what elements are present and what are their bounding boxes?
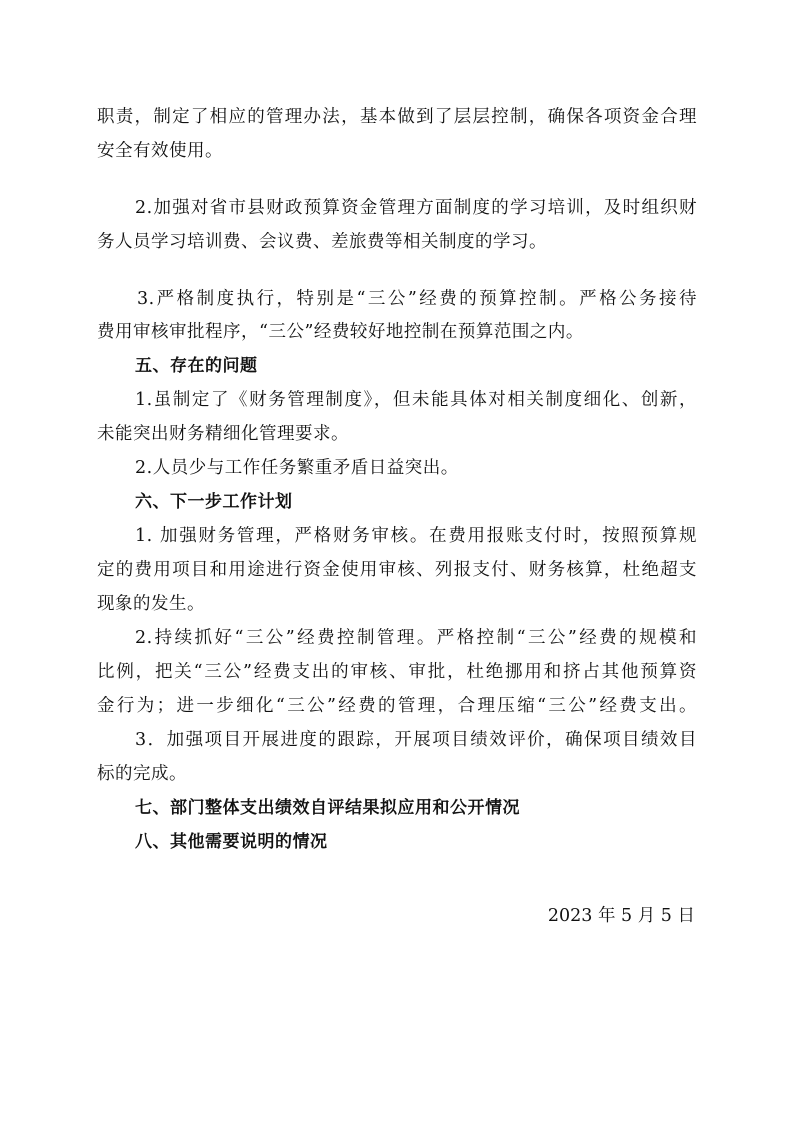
paragraph-line: 3.严格制度执行，特别是“三公”经费的预算控制。严格公务接待 [137, 289, 697, 309]
section-heading-six: 六、下一步工作计划 [135, 492, 293, 512]
section-heading-seven: 七、部门整体支出绩效自评结果拟应用和公开情况 [135, 798, 520, 818]
paragraph-line: 未能突出财务精细化管理要求。 [97, 424, 349, 444]
paragraph-line: 职责，制定了相应的管理办法，基本做到了层层控制，确保各项资金合理 [97, 107, 697, 127]
paragraph-line: 费用审核审批程序，“三公”经费较好地控制在预算范围之内。 [97, 322, 584, 342]
paragraph-line: 1.虽制定了《财务管理制度》，但未能具体对相关制度细化、创新， [135, 390, 697, 410]
paragraph-line: 2.加强对省市县财政预算资金管理方面制度的学习培训，及时组织财 [135, 198, 697, 218]
paragraph-line: 现象的发生。 [97, 594, 205, 614]
document-date: 2023 年 5 月 5 日 [547, 906, 695, 926]
paragraph-line: 安全有效使用。 [97, 141, 223, 161]
section-heading-eight: 八、其他需要说明的情况 [135, 832, 328, 852]
paragraph-line: 2.持续抓好“三公”经费控制管理。严格控制“三公”经费的规模和 [135, 628, 697, 648]
paragraph-line: 标的完成。 [97, 764, 187, 784]
paragraph-line: 金行为；进一步细化“三公”经费的管理，合理压缩“三公”经费支出。 [97, 696, 697, 716]
paragraph-line: 比例，把关“三公”经费支出的审核、审批，杜绝挪用和挤占其他预算资 [97, 662, 697, 682]
paragraph-line: 2.人员少与工作任务繁重矛盾日益突出。 [135, 458, 459, 478]
section-heading-five: 五、存在的问题 [135, 356, 258, 376]
paragraph-line: 3．加强项目开展进度的跟踪，开展项目绩效评价，确保项目绩效目 [135, 730, 697, 750]
paragraph-line: 务人员学习培训费、会议费、差旅费等相关制度的学习。 [97, 232, 547, 252]
paragraph-line: 定的费用项目和用途进行资金使用审核、列报支付、财务核算，杜绝超支 [97, 560, 697, 580]
paragraph-line: 1. 加强财务管理，严格财务审核。在费用报账支付时，按照预算规 [135, 526, 697, 546]
